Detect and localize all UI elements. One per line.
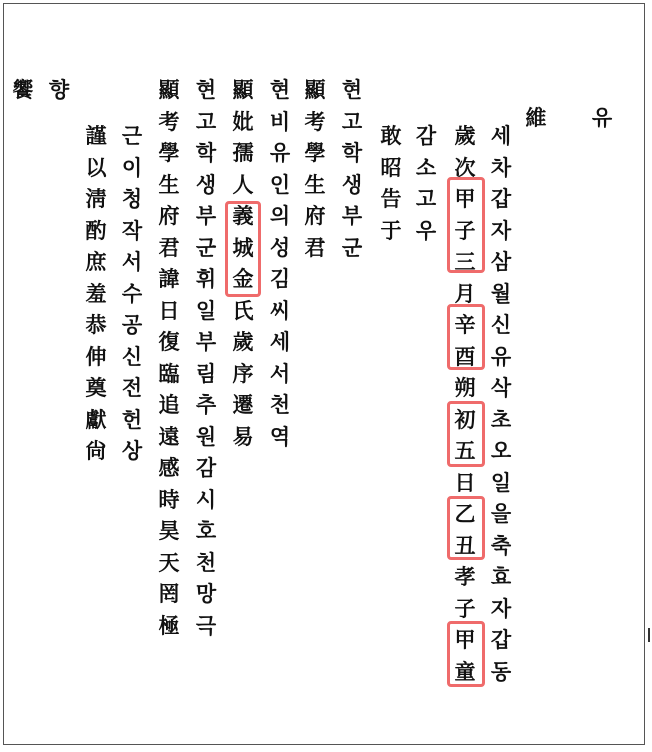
glyph: 생 <box>195 171 217 197</box>
glyph: 부 <box>195 203 217 228</box>
glyph: 遠 <box>158 423 180 449</box>
glyph: 학 <box>341 140 363 165</box>
glyph: 차 <box>490 154 512 180</box>
glyph: 세 <box>490 123 512 148</box>
text-column <box>154 74 184 641</box>
glyph: 初 <box>454 406 476 432</box>
glyph: 상 <box>121 438 143 463</box>
glyph: 考 <box>158 108 180 134</box>
glyph: 謹 <box>85 123 107 148</box>
glyph: 신 <box>121 343 143 369</box>
glyph: 易 <box>232 423 254 449</box>
glyph: 尙 <box>85 438 107 463</box>
scroll-edge-mark <box>648 628 650 642</box>
glyph: 罔 <box>158 581 180 606</box>
glyph: 昊 <box>158 518 180 543</box>
glyph: 갑 <box>490 627 512 652</box>
glyph: 월 <box>490 280 512 306</box>
glyph: 공 <box>121 312 143 337</box>
glyph: 義 <box>232 203 254 228</box>
glyph: 현 <box>269 77 291 102</box>
glyph: 顯 <box>158 77 180 102</box>
glyph: 君 <box>304 234 326 260</box>
glyph: 비 <box>269 108 291 134</box>
glyph: 향 <box>48 77 70 102</box>
glyph: 시 <box>195 486 217 512</box>
glyph: 고 <box>195 108 217 134</box>
text-column <box>411 120 441 246</box>
glyph: 時 <box>158 486 180 512</box>
glyph: 부 <box>341 203 363 228</box>
glyph: 學 <box>158 140 180 165</box>
glyph: 奠 <box>85 375 107 400</box>
glyph: 역 <box>269 423 291 449</box>
glyph: 五 <box>454 438 476 463</box>
glyph: 을 <box>490 501 512 526</box>
glyph: 서 <box>121 249 143 274</box>
glyph: 오 <box>490 438 512 463</box>
glyph: 城 <box>232 234 254 260</box>
glyph: 휘 <box>195 266 217 291</box>
glyph: 군 <box>195 234 217 260</box>
glyph: 以 <box>85 154 107 180</box>
glyph: 생 <box>341 171 363 197</box>
glyph: 학 <box>195 140 217 165</box>
glyph: 이 <box>121 154 143 180</box>
glyph: 甲 <box>454 186 476 211</box>
glyph: 朔 <box>454 375 476 400</box>
glyph: 獻 <box>85 406 107 432</box>
glyph: 효 <box>490 564 512 589</box>
glyph: 次 <box>454 154 476 180</box>
glyph: 歲 <box>232 329 254 354</box>
glyph: 序 <box>232 360 254 386</box>
glyph: 金 <box>232 266 254 291</box>
glyph: 維 <box>525 105 547 130</box>
glyph: 자 <box>490 595 512 621</box>
glyph: 유 <box>269 140 291 165</box>
glyph: 生 <box>304 171 326 197</box>
glyph: 작 <box>121 217 143 243</box>
glyph: 考 <box>304 108 326 134</box>
text-column <box>44 74 74 106</box>
glyph: 追 <box>158 392 180 417</box>
glyph: 羞 <box>85 280 107 306</box>
glyph: 동 <box>490 658 512 684</box>
glyph: 伸 <box>85 343 107 369</box>
glyph: 諱 <box>158 266 180 291</box>
glyph: 현 <box>195 77 217 102</box>
text-column <box>376 120 406 246</box>
glyph: 씨 <box>269 297 291 323</box>
glyph: 遷 <box>232 392 254 417</box>
glyph: 氏 <box>232 297 254 323</box>
glyph: 人 <box>232 171 254 197</box>
glyph: 子 <box>454 217 476 243</box>
glyph: 자 <box>490 217 512 243</box>
text-column <box>450 120 480 687</box>
glyph: 昭 <box>380 154 402 180</box>
glyph: 復 <box>158 329 180 354</box>
glyph: 君 <box>158 234 180 260</box>
glyph: 天 <box>158 549 180 575</box>
glyph: 유 <box>490 343 512 369</box>
text-column <box>337 74 367 263</box>
glyph: 丑 <box>454 532 476 558</box>
glyph: 신 <box>490 312 512 337</box>
text-column <box>486 120 516 687</box>
glyph: 三 <box>454 249 476 274</box>
glyph: 부 <box>195 329 217 354</box>
glyph: 군 <box>341 234 363 260</box>
text-column <box>117 120 147 467</box>
text-column <box>587 102 617 134</box>
text-column <box>265 74 295 452</box>
glyph: 의 <box>269 203 291 228</box>
glyph: 歲 <box>454 123 476 148</box>
glyph: 호 <box>195 518 217 543</box>
glyph: 일 <box>490 469 512 495</box>
glyph: 酌 <box>85 217 107 243</box>
glyph: 김 <box>269 266 291 291</box>
glyph: 感 <box>158 455 180 480</box>
glyph: 극 <box>195 612 217 638</box>
glyph: 淸 <box>85 186 107 211</box>
glyph: 童 <box>454 658 476 684</box>
glyph: 감 <box>195 455 217 480</box>
glyph: 妣 <box>232 108 254 134</box>
glyph: 甲 <box>454 627 476 652</box>
glyph: 酉 <box>454 343 476 369</box>
glyph: 삭 <box>490 375 512 400</box>
glyph: 日 <box>454 469 476 495</box>
text-column <box>191 74 221 641</box>
glyph: 極 <box>158 612 180 638</box>
glyph: 소 <box>415 154 437 180</box>
glyph: 감 <box>415 123 437 148</box>
glyph: 學 <box>304 140 326 165</box>
glyph: 추 <box>195 392 217 417</box>
glyph: 성 <box>269 234 291 260</box>
glyph: 우 <box>415 217 437 243</box>
glyph: 수 <box>121 280 143 306</box>
text-column <box>300 74 330 263</box>
glyph: 告 <box>380 186 402 211</box>
glyph: 庶 <box>85 249 107 274</box>
glyph: 천 <box>195 549 217 575</box>
glyph: 臨 <box>158 360 180 386</box>
text-column <box>81 120 111 467</box>
glyph: 敢 <box>380 123 402 148</box>
glyph: 천 <box>269 392 291 417</box>
glyph: 生 <box>158 171 180 197</box>
glyph: 孝 <box>454 564 476 589</box>
text-column <box>228 74 258 452</box>
glyph: 근 <box>121 123 143 148</box>
glyph: 乙 <box>454 501 476 526</box>
glyph: 고 <box>415 186 437 211</box>
glyph: 삼 <box>490 249 512 274</box>
glyph: 子 <box>454 595 476 621</box>
glyph: 현 <box>341 77 363 102</box>
glyph: 전 <box>121 375 143 400</box>
glyph: 顯 <box>304 77 326 102</box>
glyph: 月 <box>454 280 476 306</box>
glyph: 于 <box>380 217 402 243</box>
glyph: 恭 <box>85 312 107 337</box>
glyph: 청 <box>121 186 143 211</box>
text-column <box>8 74 38 106</box>
glyph: 갑 <box>490 186 512 211</box>
glyph: 府 <box>158 203 180 228</box>
glyph: 고 <box>341 108 363 134</box>
glyph: 辛 <box>454 312 476 337</box>
glyph: 원 <box>195 423 217 449</box>
glyph: 유 <box>591 105 613 130</box>
glyph: 림 <box>195 360 217 386</box>
glyph: 인 <box>269 171 291 197</box>
glyph: 顯 <box>232 77 254 102</box>
glyph: 日 <box>158 297 180 323</box>
glyph: 饗 <box>12 77 34 102</box>
glyph: 초 <box>490 406 512 432</box>
glyph: 세 <box>269 329 291 354</box>
glyph: 孺 <box>232 140 254 165</box>
glyph: 헌 <box>121 406 143 432</box>
glyph: 축 <box>490 532 512 558</box>
glyph: 일 <box>195 297 217 323</box>
glyph: 망 <box>195 581 217 606</box>
text-column <box>521 102 551 134</box>
glyph: 府 <box>304 203 326 228</box>
glyph: 서 <box>269 360 291 386</box>
